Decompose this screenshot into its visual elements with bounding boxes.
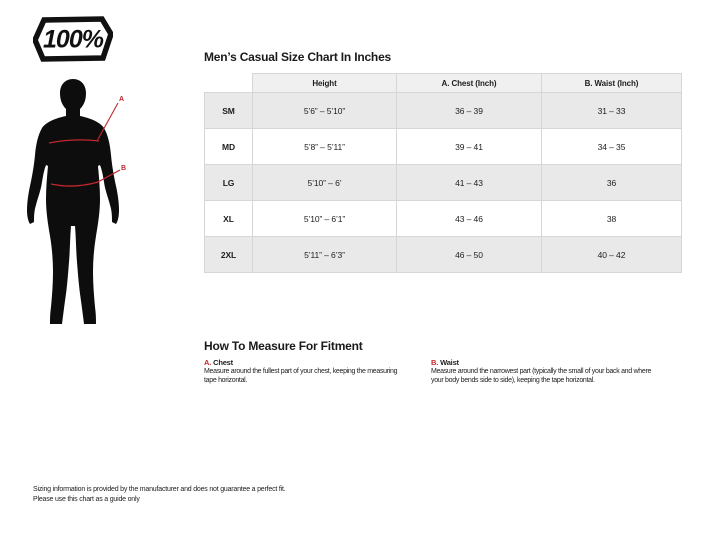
height-value: 5’8” – 5’11”	[253, 129, 397, 165]
chest-value: 46 – 50	[397, 237, 542, 273]
measure-waist-text: Measure around the narrowest part (typically the small of your back and where your body bends side to side), keeping the tape horizontal.	[431, 368, 652, 384]
brand-logo-icon	[33, 14, 113, 64]
size-label: LG	[205, 165, 253, 201]
waist-value: 31 – 33	[542, 93, 682, 129]
column-header-height: Height	[253, 74, 397, 93]
size-label: XL	[205, 201, 253, 237]
table-row-xl	[205, 201, 682, 237]
chest-marker-label: A	[119, 96, 125, 103]
page-title: Men’s Casual Size Chart In Inches	[204, 50, 392, 64]
measure-chest-prefix: A.	[204, 358, 212, 367]
height-value: 5’10” – 6’	[253, 165, 397, 201]
waist-marker-label: B	[121, 165, 127, 172]
measure-chest-title: Chest	[213, 358, 233, 367]
measure-section-heading: How To Measure For Fitment	[204, 339, 363, 353]
waist-value: 38	[542, 201, 682, 237]
column-header-waist: B. Waist (Inch)	[542, 74, 682, 93]
measure-waist-title: Waist	[440, 358, 459, 367]
corner-cell	[205, 74, 253, 93]
chest-value: 36 – 39	[397, 93, 542, 129]
size-chart-table	[204, 73, 682, 273]
height-value: 5’6” – 5’10”	[253, 93, 397, 129]
table-row-2xl	[205, 237, 682, 273]
height-value: 5’10” – 6’1”	[253, 201, 397, 237]
measure-chest-text: Measure around the fullest part of your chest, keeping the measuring tape horizontal.	[204, 368, 398, 384]
measure-waist-prefix: B.	[431, 358, 439, 367]
table-row-lg	[205, 165, 682, 201]
measure-chest-block	[204, 358, 400, 385]
brand-logo-text: 100%	[43, 25, 103, 54]
measure-waist-block	[431, 358, 659, 385]
chest-value: 39 – 41	[397, 129, 542, 165]
size-label: 2XL	[205, 237, 253, 273]
table-row-sm	[205, 93, 682, 129]
disclaimer	[33, 485, 285, 504]
chest-value: 41 – 43	[397, 165, 542, 201]
waist-value: 36	[542, 165, 682, 201]
column-header-chest: A. Chest (Inch)	[397, 74, 542, 93]
waist-value: 40 – 42	[542, 237, 682, 273]
size-label: SM	[205, 93, 253, 129]
table-row-md	[205, 129, 682, 165]
height-value: 5’11” – 6’3”	[253, 237, 397, 273]
waist-value: 34 – 35	[542, 129, 682, 165]
disclaimer-line-1: Sizing information is provided by the manufacturer and does not guarantee a perfect fit.	[33, 486, 286, 493]
measure-chest-label	[204, 358, 400, 367]
table-header-row	[205, 74, 682, 93]
body-silhouette	[26, 76, 130, 328]
measure-waist-label	[431, 358, 659, 367]
chest-value: 43 – 46	[397, 201, 542, 237]
size-label: MD	[205, 129, 253, 165]
chest-leader-line	[97, 103, 118, 141]
silhouette-shape	[27, 79, 119, 324]
disclaimer-line-2: Please use this chart as a guide only	[33, 495, 140, 503]
size-chart-table-container	[204, 73, 682, 273]
